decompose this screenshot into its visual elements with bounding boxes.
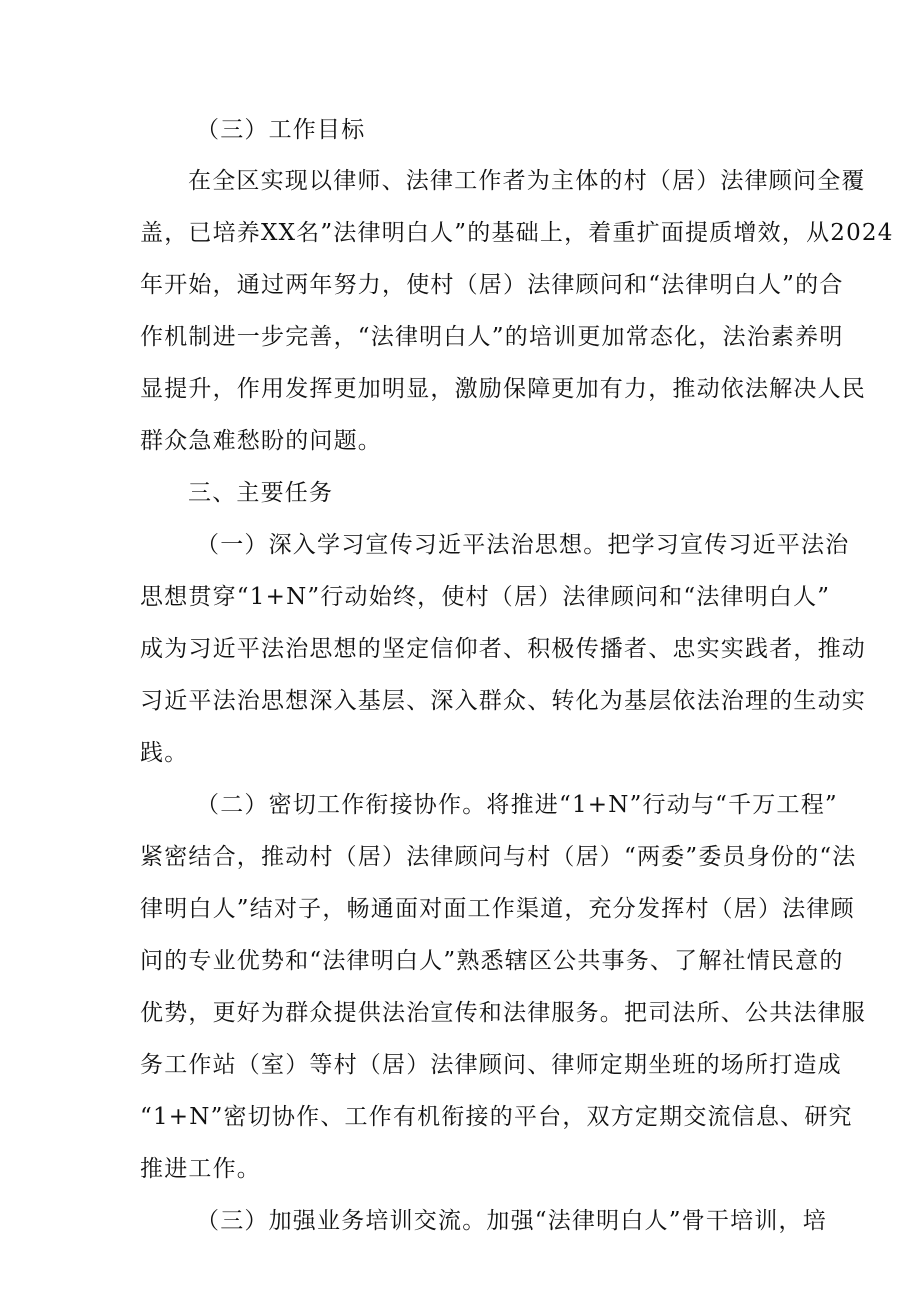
paragraph-line: 群众急难愁盼的问题。	[140, 428, 382, 454]
paragraph-line: 显提升，作用发挥更加明显，激励保障更加有力，推动依法解决人民	[140, 376, 866, 402]
paragraph-line: 问的专业优势和“法律明白人”熟悉辖区公共事务、了解社情民意的	[140, 948, 844, 974]
section-heading-goal: （三）工作目标	[196, 117, 366, 143]
paragraph-line: （三）加强业务培训交流。加强“法律明白人”骨干培训，培	[196, 1208, 827, 1234]
paragraph-line: （二）密切工作衔接协作。将推进“1+N”行动与“千万工程”	[196, 792, 838, 818]
paragraph-line: 盖，已培养XX名”法律明白人”的基础上，着重扩面提质增效，从2024	[140, 220, 894, 246]
paragraph-line: 务工作站（室）等村（居）法律顾问、律师定期坐班的场所打造成	[140, 1052, 842, 1078]
paragraph-line: 习近平法治思想深入基层、深入群众、转化为基层依法治理的生动实	[140, 688, 866, 714]
paragraph-line: 紧密结合，推动村（居）法律顾问与村（居）“两委”委员身份的“法	[140, 844, 857, 870]
paragraph-line: （一）深入学习宣传习近平法治思想。把学习宣传习近平法治	[196, 532, 850, 558]
paragraph-line: 在全区实现以律师、法律工作者为主体的村（居）法律顾问全覆	[188, 168, 866, 194]
paragraph-line: 年开始，通过两年努力，使村（居）法律顾问和“法律明白人”的合	[140, 272, 844, 298]
paragraph-line: “1+N”密切协作、工作有机衔接的平台，双方定期交流信息、研究	[140, 1104, 853, 1130]
paragraph-line: 律明白人”结对子，畅通面对面工作渠道，充分发挥村（居）法律顾	[140, 896, 855, 922]
paragraph-line: 推进工作。	[140, 1156, 261, 1182]
paragraph-line: 优势，更好为群众提供法治宣传和法律服务。把司法所、公共法律服	[140, 1000, 866, 1026]
paragraph-line: 成为习近平法治思想的坚定信仰者、积极传播者、忠实实践者，推动	[140, 636, 866, 662]
paragraph-line: 思想贯穿“1+N”行动始终，使村（居）法律顾问和“法律明白人”	[140, 584, 831, 610]
section-heading-tasks: 三、主要任务	[188, 480, 334, 506]
paragraph-line: 践。	[140, 740, 189, 766]
paragraph-line: 作机制进一步完善，“法律明白人”的培训更加常态化，法治素养明	[140, 324, 844, 350]
